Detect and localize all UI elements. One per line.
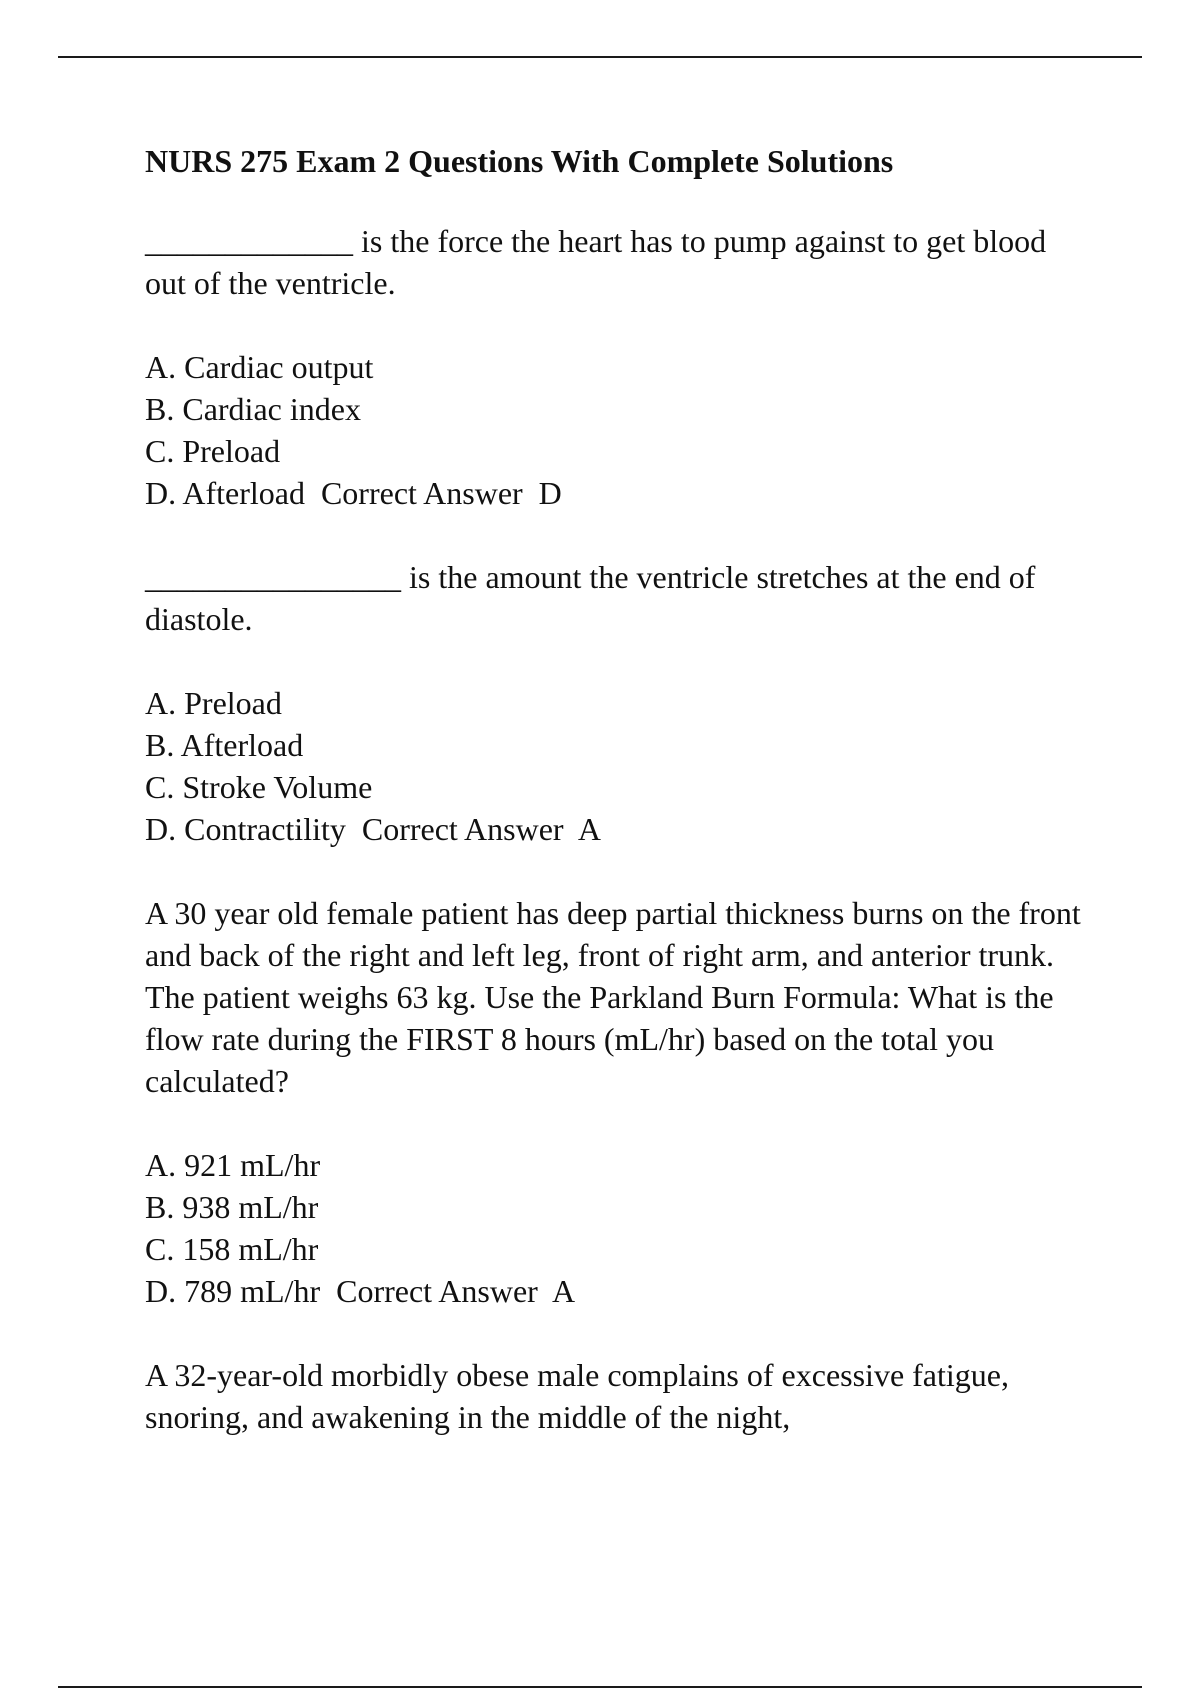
question-text: A 32-year-old morbidly obese male complains of excessive fatigue, snoring, and awakening in the middle of the night, <box>145 1357 1009 1435</box>
footer-rule <box>58 1686 1142 1688</box>
answer-option: B. Afterload <box>145 727 304 763</box>
question-3 <box>145 892 1095 1312</box>
question-text: A 30 year old female patient has deep partial thickness burns on the front and back of the right and left leg, front of right arm, and anterior trunk. The patient weighs 63 kg. Use the Parkland Burn Formula: What is the flow rate during the FIRST 8 hours (mL/hr) based on the total you calculated? <box>145 895 1081 1099</box>
answer-option: A. Cardiac output <box>145 349 374 385</box>
question-text: ________________ is the amount the ventricle stretches at the end of diastole. <box>145 559 1036 637</box>
question-1 <box>145 220 1095 514</box>
question-text: _____________ is the force the heart has to pump against to get blood out of the ventricle. <box>145 223 1047 301</box>
answer-option: D. Contractility Correct Answer A <box>145 811 601 847</box>
answer-option: A. 921 mL/hr <box>145 1147 321 1183</box>
answer-options <box>145 1144 1095 1312</box>
question-2 <box>145 556 1095 850</box>
answer-options <box>145 682 1095 850</box>
document-title: NURS 275 Exam 2 Questions With Complete Solutions <box>145 143 894 179</box>
answer-options <box>145 346 1095 514</box>
answer-option: C. Preload <box>145 433 281 469</box>
answer-option: C. 158 mL/hr <box>145 1231 319 1267</box>
document-body <box>145 140 1095 1480</box>
answer-option: B. 938 mL/hr <box>145 1189 319 1225</box>
question-4 <box>145 1354 1095 1438</box>
answer-option: D. Afterload Correct Answer D <box>145 475 562 511</box>
answer-option: C. Stroke Volume <box>145 769 373 805</box>
header-rule <box>58 56 1142 58</box>
answer-option: A. Preload <box>145 685 282 721</box>
answer-option: B. Cardiac index <box>145 391 361 427</box>
answer-option: D. 789 mL/hr Correct Answer A <box>145 1273 576 1309</box>
